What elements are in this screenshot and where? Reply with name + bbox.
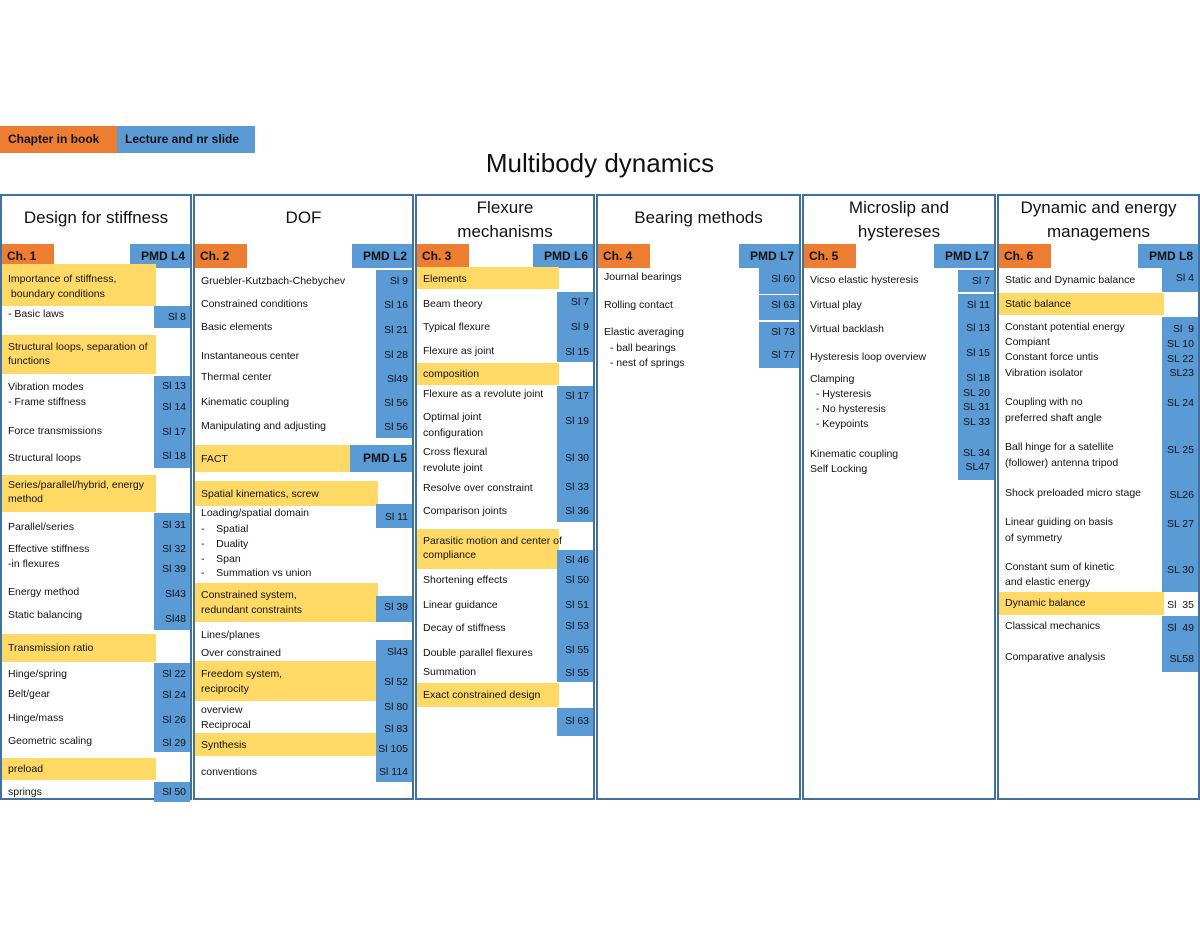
page-title: Multibody dynamics xyxy=(485,148,715,178)
topic-item: Compiant xyxy=(1005,336,1050,348)
topic-item: - No hysteresis xyxy=(810,403,886,415)
topic-item: Energy method xyxy=(8,586,80,598)
topic-item: redundant constraints xyxy=(201,604,302,616)
slide-ref: Sl 55 xyxy=(565,644,589,656)
lecture-badge: PMD L5 xyxy=(350,445,412,472)
topic-item: Resolve over constraint xyxy=(423,482,533,494)
topic-item: Linear guiding on basis xyxy=(1005,516,1113,528)
slide-ref: SL 33 xyxy=(962,416,990,428)
topic-item: and elastic energy xyxy=(1005,576,1091,588)
slide-ref: Sl 36 xyxy=(565,505,589,517)
topic-item: Constant sum of kinetic xyxy=(1005,561,1115,573)
slide-ref: Sl 15 xyxy=(565,346,589,358)
chapter-badge: Ch. 6 xyxy=(999,244,1051,268)
slide-ref: SL 30 xyxy=(1166,564,1194,576)
slide-ref: Sl 11 xyxy=(384,511,408,523)
topic-item: Vicso elastic hysteresis xyxy=(810,274,919,286)
slide-ref: Sl 30 xyxy=(565,452,589,464)
topic-item: - Frame stiffness xyxy=(8,396,86,408)
topic-item: Elastic averaging xyxy=(604,326,684,338)
slide-ref: Sl 29 xyxy=(162,737,186,749)
topic-item: Static balancing xyxy=(8,609,83,621)
slide-ref: Sl 39 xyxy=(384,601,408,613)
slide-ref: Sl 17 xyxy=(565,390,589,402)
lecture-badge: PMD L4 xyxy=(130,244,190,268)
topic-item: preferred shaft angle xyxy=(1005,412,1102,424)
slide-ref: Sl 15 xyxy=(966,347,990,359)
topic-item: Importance of stiffness, xyxy=(8,273,117,285)
slide-ref: SL 25 xyxy=(1166,444,1194,456)
slide-ref: Sl 33 xyxy=(565,481,589,493)
lecture-badge: PMD L6 xyxy=(533,244,593,268)
legend-chapter: Chapter in book xyxy=(0,126,117,153)
topic-item: method xyxy=(8,493,44,505)
topic-item: Vibration isolator xyxy=(1005,367,1084,379)
topic-item: Double parallel flexures xyxy=(423,647,533,659)
slide-ref: Sl 8 xyxy=(167,311,186,323)
slide-ref: Sl 56 xyxy=(384,397,408,409)
slide-ref: Sl 50 xyxy=(565,574,589,586)
topic-item: Elements xyxy=(423,273,467,285)
topic-item: Structural loops, separation of xyxy=(8,341,148,353)
topic-item: Instantaneous center xyxy=(201,350,300,362)
column-header: hystereses xyxy=(857,222,941,241)
lecture-badge: PMD L2 xyxy=(352,244,412,268)
slide-ref: Sl 46 xyxy=(565,554,589,566)
topic-item: Typical flexure xyxy=(423,321,491,333)
slide-ref: Sl48 xyxy=(164,613,186,625)
slide-ref: Sl49 xyxy=(386,373,408,385)
chapter-badge: Ch. 2 xyxy=(195,244,247,268)
topic-item: Parallel/series xyxy=(8,521,74,533)
topic-item: Basic elements xyxy=(201,321,273,333)
topic-item: Hysteresis loop overview xyxy=(810,351,927,363)
topic-item: Dynamic balance xyxy=(1005,597,1086,609)
column-header: DOF xyxy=(285,208,322,227)
chapter-badge: Ch. 5 xyxy=(804,244,856,268)
topic-item: Rolling contact xyxy=(604,299,673,311)
lecture-badge: PMD L7 xyxy=(739,244,799,268)
slide-ref: Sl 105 xyxy=(378,743,408,755)
slide-ref: SL 34 xyxy=(962,447,990,459)
slide-ref: Sl 9 xyxy=(389,275,408,287)
topic-item: - Spatial xyxy=(201,523,249,535)
topic-item: Parasitic motion and center of xyxy=(423,535,562,547)
topic-item: Force transmissions xyxy=(8,425,102,437)
slide-ref: SL 22 xyxy=(1166,353,1194,365)
slide-ref: Sl 7 xyxy=(971,275,990,287)
slide-ref: Sl 17 xyxy=(162,426,186,438)
topic-item: Clamping xyxy=(810,373,855,385)
chapter-badge: Ch. 1 xyxy=(2,244,54,268)
topic-item: Linear guidance xyxy=(423,599,498,611)
slide-ref: Sl 63 xyxy=(565,715,589,727)
slide-ref: Sl 52 xyxy=(384,676,408,688)
slide-ref: Sl 13 xyxy=(966,322,990,334)
topic-item: Constrained conditions xyxy=(201,298,308,310)
column-header: Design for stiffness xyxy=(23,208,169,227)
slide-ref: Sl 73 xyxy=(771,326,795,338)
slide-ref: SL 27 xyxy=(1166,518,1194,530)
topic-item: Summation xyxy=(423,666,477,678)
slide-ref: Sl 55 xyxy=(565,667,589,679)
column-header: Flexure xyxy=(476,198,534,217)
slide-ref: Sl 9 xyxy=(570,321,589,333)
topic-item: Coupling with no xyxy=(1005,396,1083,408)
topic-item: reciprocity xyxy=(201,683,249,695)
column-stiffness xyxy=(0,194,192,800)
topic-item: Optimal joint xyxy=(423,411,482,423)
slide-ref: SL47 xyxy=(965,461,990,473)
slide-ref: SL23 xyxy=(1169,367,1194,379)
column-dof xyxy=(193,194,414,800)
chapter-badge: Ch. 4 xyxy=(598,244,650,268)
topic-item: - nest of springs xyxy=(604,357,685,369)
slide-ref: Sl 7 xyxy=(570,296,589,308)
topic-item: Vibration modes xyxy=(8,381,84,393)
topic-item: Over constrained xyxy=(201,647,281,659)
slide-ref: Sl 35 xyxy=(1167,599,1194,611)
topic-item: Gruebler-Kutzbach-Chebychev xyxy=(201,275,346,287)
topic-item: Kinematic coupling xyxy=(810,448,899,460)
topic-item: Series/parallel/hybrid, energy xyxy=(8,479,144,491)
slide-ref: SL26 xyxy=(1169,489,1194,501)
slide-ref: Sl 14 xyxy=(162,401,186,413)
slide-ref: Sl 80 xyxy=(384,701,408,713)
slide-ref: Sl 21 xyxy=(384,324,408,336)
topic-item: -in flexures xyxy=(8,558,60,570)
lecture-badge: PMD L8 xyxy=(1138,244,1198,268)
slide-ref: Sl 77 xyxy=(771,349,795,361)
topic-item: Structural loops xyxy=(8,452,81,464)
slide-ref: Sl 18 xyxy=(966,372,990,384)
slide-ref: Sl 16 xyxy=(384,299,408,311)
column-header: Dynamic and energy xyxy=(1020,198,1177,217)
topic-item: Geometric scaling xyxy=(8,735,93,747)
topic-item: Static and Dynamic balance xyxy=(1005,274,1136,286)
slide-ref: Sl 50 xyxy=(162,786,186,798)
topic-item: conventions xyxy=(201,766,258,778)
slide-ref: Sl43 xyxy=(164,588,186,600)
topic-item: configuration xyxy=(423,427,484,439)
slide-ref: Sl 11 xyxy=(966,299,990,311)
topic-item: Effective stiffness xyxy=(8,543,90,555)
slide-ref: Sl 32 xyxy=(162,543,186,555)
slide-ref: Sl 51 xyxy=(565,599,589,611)
column-header: Bearing methods xyxy=(634,208,763,227)
topic-item: Classical mechanics xyxy=(1005,620,1101,632)
slide-ref: Sl 4 xyxy=(1175,272,1194,284)
topic-item: - Keypoints xyxy=(810,418,869,430)
slide-ref: Sl 60 xyxy=(771,273,795,285)
topic-item: functions xyxy=(8,355,51,367)
topic-item: Kinematic coupling xyxy=(201,396,290,408)
column-flexure xyxy=(415,194,595,800)
topic-item: - Basic laws xyxy=(8,308,65,320)
topic-item: Journal bearings xyxy=(604,271,682,283)
topic-item: FACT xyxy=(201,453,228,465)
slide-ref: Sl 83 xyxy=(384,723,408,735)
topic-item: springs xyxy=(8,786,42,798)
topic-item: Hinge/mass xyxy=(8,712,64,724)
slide-ref: SL 31 xyxy=(962,401,990,413)
topic-item: overview xyxy=(201,704,243,716)
topic-item: Exact constrained design xyxy=(423,689,541,701)
topic-item: - Summation vs union xyxy=(201,567,312,579)
slide-ref: Sl 49 xyxy=(1167,622,1194,634)
topic-item: Virtual backlash xyxy=(810,323,884,335)
slide-ref: Sl 39 xyxy=(162,563,186,575)
topic-item: compliance xyxy=(423,549,477,561)
topic-item: Cross flexural xyxy=(423,446,488,458)
topic-item: - Hysteresis xyxy=(810,388,872,400)
topic-item: Decay of stiffness xyxy=(423,622,506,634)
column-microslip xyxy=(802,194,996,800)
topic-item: Shock preloaded micro stage xyxy=(1005,487,1141,499)
topic-item: Reciprocal xyxy=(201,719,251,731)
slide-ref: Sl 26 xyxy=(162,714,186,726)
topic-item: Loading/spatial domain xyxy=(201,507,309,519)
slide-ref: Sl 63 xyxy=(771,299,795,311)
topic-item: preload xyxy=(8,763,44,775)
topic-item: Beam theory xyxy=(423,298,483,310)
topic-item: - ball bearings xyxy=(604,342,676,354)
topic-item: Self Locking xyxy=(810,463,868,475)
slide-ref: Sl 9 xyxy=(1172,323,1194,335)
topic-item: boundary conditions xyxy=(8,288,105,300)
slide-ref: Sl 28 xyxy=(384,349,408,361)
topic-item: Ball hinge for a satellite xyxy=(1005,441,1114,453)
slide-ref: Sl43 xyxy=(386,646,408,658)
topic-item: Constrained system, xyxy=(201,589,297,601)
slide-ref: SL 24 xyxy=(1166,397,1194,409)
topic-item: Static balance xyxy=(1005,298,1071,310)
slide-ref: Sl 19 xyxy=(565,415,589,427)
slide-ref: Sl 56 xyxy=(384,421,408,433)
topic-item: Belt/gear xyxy=(8,688,51,700)
topic-item: Spatial kinematics, screw xyxy=(201,488,319,500)
topic-item: Constant force untis xyxy=(1005,351,1099,363)
topic-item: Hinge/spring xyxy=(8,668,67,680)
column-header: mechanisms xyxy=(457,222,553,241)
topic-item: Flexure as a revolute joint xyxy=(423,388,544,400)
slide-ref: Sl 114 xyxy=(379,766,408,778)
topic-item: Thermal center xyxy=(201,371,272,383)
topic-item: Manipulating and adjusting xyxy=(201,420,326,432)
topic-item: Virtual play xyxy=(810,299,862,311)
column-header: managemens xyxy=(1046,222,1150,241)
column-header: Microslip and xyxy=(848,198,950,217)
slide-ref: Sl 13 xyxy=(162,380,186,392)
slide-ref: SL 20 xyxy=(962,387,990,399)
topic-item: Synthesis xyxy=(201,739,247,751)
slide-ref: SL 10 xyxy=(1166,338,1194,350)
lecture-badge: PMD L7 xyxy=(934,244,994,268)
topic-item: Shortening effects xyxy=(423,574,508,586)
slide-ref: Sl 22 xyxy=(162,668,186,680)
slide-ref: Sl 53 xyxy=(565,620,589,632)
column-bearing xyxy=(596,194,801,800)
slide-ref: SL58 xyxy=(1169,653,1194,665)
topic-item: Transmission ratio xyxy=(8,642,94,654)
topic-item: of symmetry xyxy=(1005,532,1063,544)
slide-ref: Sl 31 xyxy=(162,519,186,531)
slide-ref: Sl 18 xyxy=(162,450,186,462)
column-dynamic xyxy=(997,194,1200,800)
topic-item: (follower) antenna tripod xyxy=(1005,457,1119,469)
chapter-badge: Ch. 3 xyxy=(417,244,469,268)
topic-item: - Duality xyxy=(201,538,249,550)
slide-ref: Sl 24 xyxy=(162,689,186,701)
topic-item: revolute joint xyxy=(423,462,483,474)
topic-item: Lines/planes xyxy=(201,629,260,641)
topic-item: Constant potential energy xyxy=(1005,321,1125,333)
topic-item: Flexure as joint xyxy=(423,345,495,357)
topic-item: composition xyxy=(423,368,480,380)
topic-item: Comparative analysis xyxy=(1005,651,1106,663)
legend-lecture: Lecture and nr slide xyxy=(117,126,255,153)
topic-item: - Span xyxy=(201,553,241,565)
slide-bar xyxy=(557,550,593,682)
topic-item: Freedom system, xyxy=(201,668,283,680)
topic-item: Comparison joints xyxy=(423,505,508,517)
